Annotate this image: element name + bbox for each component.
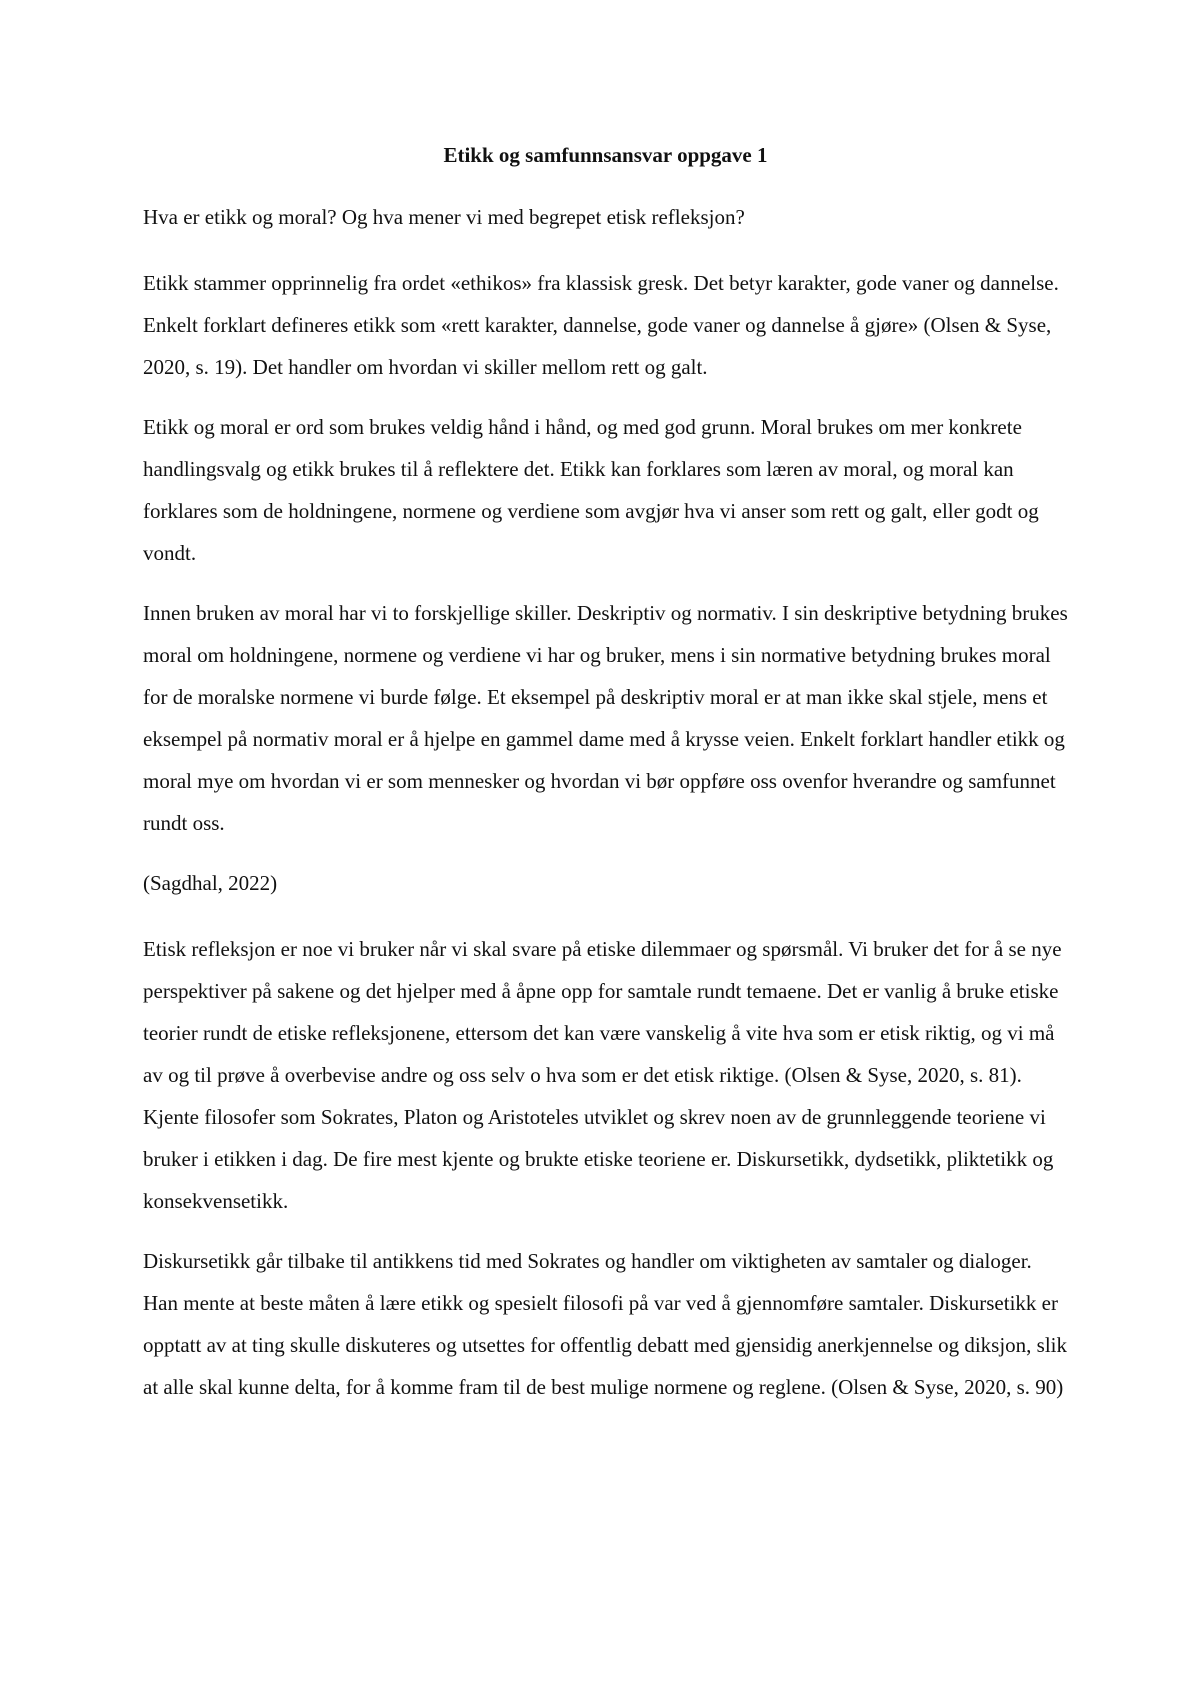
citation-paragraph: (Sagdhal, 2022) xyxy=(143,871,278,895)
question-paragraph: Hva er etikk og moral? Og hva mener vi med begrepet etisk refleksjon? xyxy=(143,205,745,229)
paragraph-etikk-og-moral: Etikk og moral er ord som brukes veldig hånd i hånd, og med god grunn. Moral brukes om mer konkrete handlingsvalg og etikk brukes til å reflektere det. Etikk kan forklares som læren av moral, og moral kan forklares som de holdningene, normene og verdiene som avgjør hva vi anser som rett og galt, eller godt og vondt. xyxy=(143,415,1039,565)
paragraph-etisk-refleksjon: Etisk refleksjon er noe vi bruker når vi skal svare på etiske dilemmaer og spørsmål. Vi bruker det for å se nye perspektiver på sakene og det hjelper med å åpne opp for samtale rundt temaene. Det er vanlig å bruke etiske teorier rundt de etiske refleksjonene, ettersom det kan være vanskelig å vite hva som er etisk riktig, og vi må av og til prøve å overbevise andre og oss selv o hva som er det etisk riktige. (Olsen & Syse, 2020, s. 81). Kjente filosofer som Sokrates, Platon og Aristoteles utviklet og skrev noen av de grunnleggende teoriene vi bruker i etikken i dag. De fire mest kjente og brukte etiske teoriene er. Diskursetikk, dydsetikk, pliktetikk og konsekvensetikk. xyxy=(143,937,1062,1213)
document-title: Etikk og samfunnsansvar oppgave 1 xyxy=(443,143,768,167)
paragraph-deskriptiv-normativ: Innen bruken av moral har vi to forskjellige skiller. Deskriptiv og normativ. I sin deskriptive betydning brukes moral om holdningene, normene og verdiene vi har og bruker, mens i sin normative betydning brukes moral for de moralske normene vi burde følge. Et eksempel på deskriptiv moral er at man ikke skal stjele, mens et eksempel på normativ moral er å hjelpe en gammel dame med å krysse veien. Enkelt forklart handler etikk og moral mye om hvordan vi er som mennesker og hvordan vi bør oppføre oss ovenfor hverandre og samfunnet rundt oss. xyxy=(143,601,1068,835)
document-body xyxy=(143,140,1068,1426)
paragraph-etikk-definition: Etikk stammer opprinnelig fra ordet «ethikos» fra klassisk gresk. Det betyr karakter, gode vaner og dannelse. Enkelt forklart defineres etikk som «rett karakter, dannelse, gode vaner og dannelse å gjøre» (Olsen & Syse, 2020, s. 19). Det handler om hvordan vi skiller mellom rett og galt. xyxy=(143,271,1059,379)
paragraph-diskursetikk: Diskursetikk går tilbake til antikkens tid med Sokrates og handler om viktigheten av samtaler og dialoger. Han mente at beste måten å lære etikk og spesielt filosofi på var ved å gjennomføre samtaler. Diskursetikk er opptatt av at ting skulle diskuteres og utsettes for offentlig debatt med gjensidig anerkjennelse og diksjon, slik at alle skal kunne delta, for å komme fram til de best mulige normene og reglene. (Olsen & Syse, 2020, s. 90) xyxy=(143,1249,1068,1399)
